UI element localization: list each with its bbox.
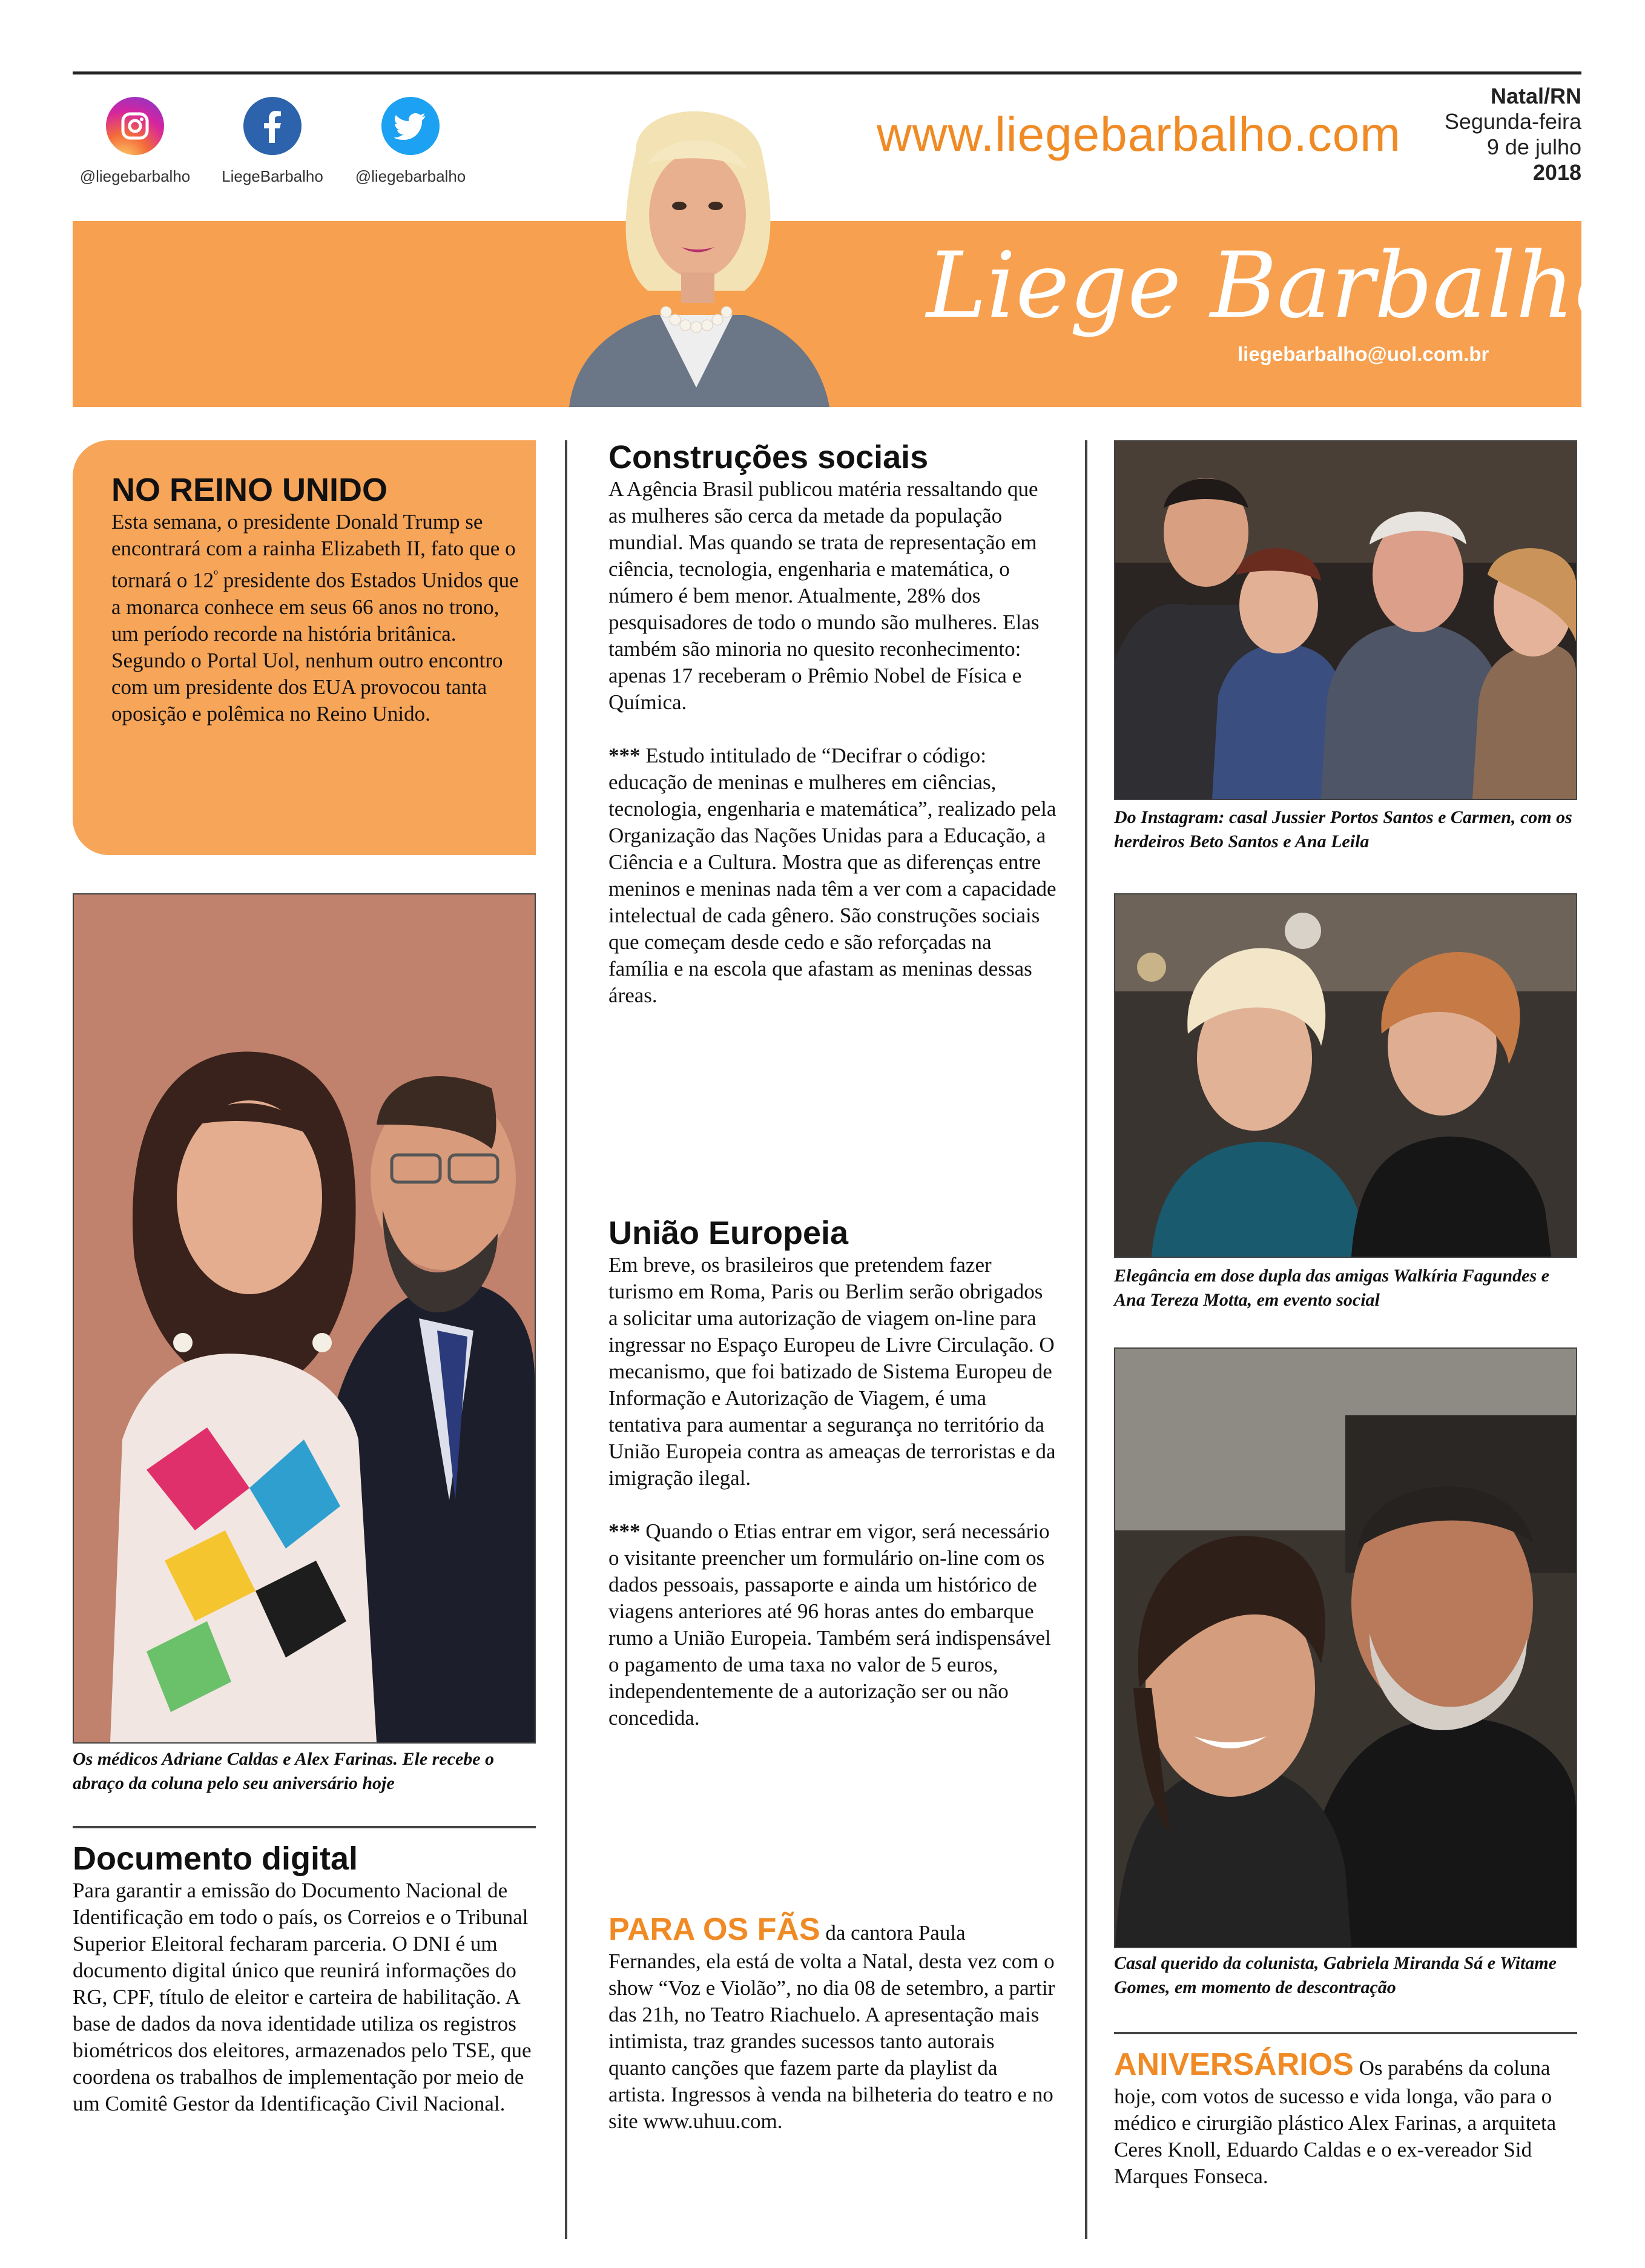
uniao-europeia-p2-text: Quando o Etias entrar em vigor, será necessário o visitante preencher um formulário on-line com os dados pessoais, passaporte e ainda um histórico de viagens anteriores até 96 horas antes do embarque rumo a União Europeia. Também será indispensável o pagamento de uma taxa no valor de 5 euros, independentemente de a autorização ser ou não concedida.: [608, 1519, 1051, 1730]
uniao-europeia-title: União Europeia: [608, 1215, 849, 1251]
weekday: Segunda-feira: [1444, 109, 1581, 134]
uniao-europeia-p1: Em breve, os brasileiros que pretendem fazer turismo em Roma, Paris ou Berlim serão obrigados a solicitar uma autorização de viagem on-line para ingressar no Espaço Europeu de Livre Circulação. O mecanismo, que foi batizado de Sistema Europeu de Informação e Autorização de Viagem, é uma tentativa para aumentar a segurança no território da União Europeia contra as ameaças de terroristas e da imigração ilegal.: [608, 1253, 1056, 1490]
construcoes-sociais-title: Construções sociais: [608, 439, 929, 475]
city: Natal/RN: [1490, 84, 1581, 108]
construcoes-sociais-p2: [608, 742, 1057, 1009]
caption-jussier-family: Do Instagram: casal Jussier Portos Santos e Carmen, com os herdeiros Beto Santos e Ana Leila: [1114, 807, 1572, 851]
documento-digital-section: [73, 1840, 539, 2117]
caption-adriane-alex: Os médicos Adriane Caldas e Alex Farinas. Ele recebe o abraço da coluna pelo seu aniversário hoje: [73, 1749, 495, 1793]
instagram-icon: [106, 97, 164, 155]
social-facebook[interactable]: [203, 97, 342, 186]
aniversarios-section: [1114, 2046, 1580, 2190]
stars-marker-2: ***: [608, 1519, 641, 1543]
column-divider-2: [1085, 440, 1087, 2239]
rule-col3: [1114, 2032, 1577, 2034]
reino-unido-text: [111, 509, 523, 727]
rule-col1: [73, 1826, 536, 1828]
para-os-fas-section: [608, 1911, 1057, 2135]
date-block: [1445, 84, 1581, 185]
construcoes-sociais-p1: A Agência Brasil publicou matéria ressaltando que as mulheres são cerca da metade da população mundial. Mas quando se trata de representação em ciência, tecnologia, engenharia e matemática, o número é bem menor. Atualmente, 28% dos pesquisadores de todo o mundo são mulheres. Elas também são minoria no quesito reconhecimento: apenas 17 receberam o Prêmio Nobel de Física e Química.: [608, 477, 1040, 714]
aniversarios-title: ANIVERSÁRIOS: [1114, 2047, 1354, 2082]
construcoes-sociais-section: [608, 438, 1057, 1009]
year: 2018: [1532, 160, 1581, 185]
photo-walkiria-ana: [1114, 893, 1577, 1258]
social-instagram[interactable]: [65, 97, 205, 186]
photo-gabriela-witame: [1114, 1347, 1577, 1948]
ordinal-sup: º: [214, 567, 218, 583]
contact-email[interactable]: liegebarbalho@uol.com.br: [1238, 343, 1489, 365]
twitter-icon: [381, 97, 440, 155]
facebook-handle: LiegeBarbalho: [222, 167, 323, 185]
facebook-icon: [243, 97, 302, 155]
stars-marker: ***: [608, 744, 641, 767]
uniao-europeia-p2: [608, 1518, 1057, 1731]
twitter-handle: @liegebarbalho: [355, 167, 466, 185]
column-brand: Liege Barbalho: [926, 233, 1629, 339]
caption-walkiria-ana: Elegância em dose dupla das amigas Walkíria Fagundes e Ana Tereza Motta, em evento social: [1114, 1266, 1549, 1310]
reino-unido-text-a: Esta semana, o presidente Donald Trump se encontrará com a rainha Elizabeth II, fato que o tornará o 12: [111, 510, 516, 592]
documento-digital-text: Para garantir a emissão do Documento Nacional de Identificação em todo o país, os Correios e o Tribunal Superior Eleitoral fecharam parceria. O DNI é um documento digital único que reunirá informações do RG, CPF, título de eleitor e carteira de habilitação. A base de dados da nova identidade utiliza os registros biométricos dos eleitores, armazenados pelo TSE, que coordena os trabalhos de implementação por meio de um Comitê Gestor da Identificação Civil Nacional.: [73, 1879, 532, 2115]
uniao-europeia-section: [608, 1214, 1057, 1731]
column-divider-1: [565, 440, 567, 2239]
photo-adriane-alex: [73, 893, 536, 1744]
caption-gabriela-witame: Casal querido da colunista, Gabriela Miranda Sá e Witame Gomes, em momento de descontração: [1114, 1953, 1557, 1997]
para-os-fas-title: PARA OS FÃS: [608, 1912, 820, 1947]
para-os-fas-text: da cantora Paula Fernandes, ela está de volta a Natal, desta vez com o show “Voz e Violão”, no dia 08 de setembro, a partir das 21h, no Teatro Riachuelo. A apresentação mais intimista, traz grandes sucessos tanto autorais quanto canções que fazem parte da playlist da artista. Ingressos à venda na bilheteria do teatro e no site www.uhuu.com.: [608, 1921, 1055, 2133]
aniversarios-text: Os parabéns da coluna hoje, com votos de sucesso e vida longa, vão para o médico e cirurgião plástico Alex Farinas, a arquiteta Ceres Knoll, Eduardo Caldas e o ex-vereador Sid Marques Fonseca.: [1114, 2056, 1557, 2188]
reino-unido-title: NO REINO UNIDO: [111, 472, 388, 508]
construcoes-sociais-p2-text: Estudo intitulado de “Decifrar o código: educação de meninas e mulheres em ciências, tecnologia, engenharia e matemática”, realizado pela Organização das Nações Unidas para a Educação, a Ciência e a Cultura. Mostra que as diferenças entre meninos e meninas nada têm a ver com a capacidade intelectual de cada gênero. São construções sociais que começam desde cedo e são reforçadas na família e na escola que afastam as meninas dessas áreas.: [608, 744, 1057, 1007]
reino-unido-text-b: presidente dos Estados Unidos que a monarca conhece em seus 66 anos no trono, um período recorde na história britânica. Segundo o Portal Uol, nenhum outro encontro com um presidente dos EUA provocou tanta oposição e polêmica no Reino Unido.: [111, 568, 519, 726]
date: 9 de julho: [1486, 134, 1581, 159]
instagram-handle: @liegebarbalho: [79, 167, 191, 185]
site-url[interactable]: www.liegebarbalho.com: [877, 107, 1401, 161]
social-twitter[interactable]: [341, 97, 480, 186]
documento-digital-title: Documento digital: [73, 1840, 358, 1877]
reino-unido-content: [111, 471, 523, 727]
columnist-portrait: [545, 73, 848, 407]
photo-jussier-family: [1114, 440, 1577, 800]
